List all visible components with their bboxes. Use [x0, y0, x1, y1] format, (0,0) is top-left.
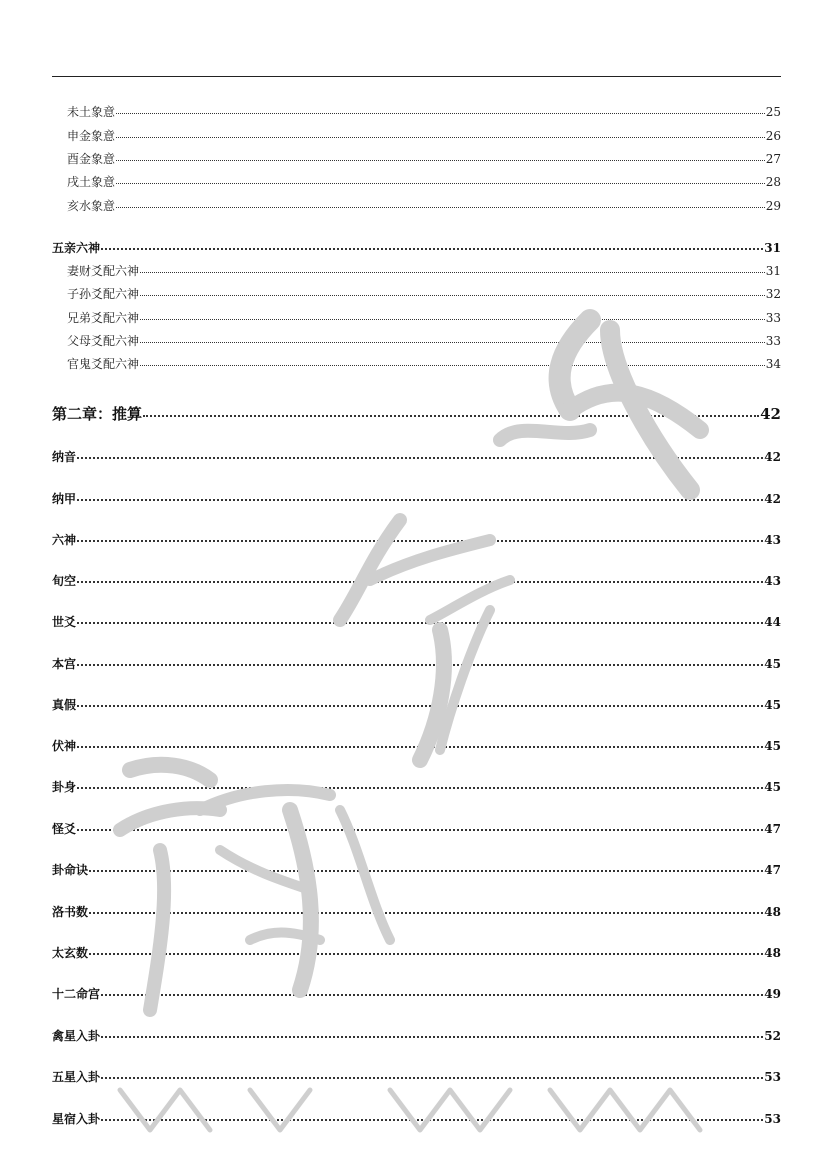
toc-entry-page-number: 53	[764, 1112, 781, 1126]
toc-entry-page-number: 45	[764, 698, 781, 712]
toc-entry-page-number: 31	[764, 241, 781, 255]
toc-entry-page-number: 42	[764, 492, 781, 506]
toc-entry[interactable]	[52, 103, 781, 120]
dot-leader	[77, 705, 763, 707]
dot-leader	[77, 664, 763, 666]
toc-entry-page-number: 43	[764, 574, 781, 588]
toc-entry-page-number: 47	[764, 863, 781, 877]
dot-leader	[116, 207, 765, 208]
toc-entry-page-number: 44	[764, 615, 781, 629]
dot-leader	[140, 319, 765, 320]
dot-leader	[89, 870, 763, 872]
toc-entry-title: 世爻	[52, 615, 77, 629]
toc-entry[interactable]	[52, 1110, 781, 1127]
toc-entry-title: 妻财爻配六神	[67, 264, 140, 278]
dot-leader	[116, 137, 765, 138]
toc-entry-title: 本宫	[52, 657, 77, 671]
toc-entry[interactable]	[52, 332, 781, 349]
toc-entry-title: 酉金象意	[67, 152, 116, 166]
dot-leader	[77, 787, 763, 789]
toc-entry-title: 星宿入卦	[52, 1112, 101, 1126]
toc-entry[interactable]	[52, 239, 781, 256]
toc-entry[interactable]	[52, 173, 781, 190]
toc-entry-page-number: 28	[765, 175, 781, 189]
toc-entry-page-number: 45	[764, 780, 781, 794]
toc-entry-page-number: 52	[764, 1029, 781, 1043]
dot-leader	[116, 160, 765, 161]
toc-entry-title: 五亲六神	[52, 241, 101, 255]
toc-entry[interactable]	[52, 1027, 781, 1044]
toc-entry[interactable]	[52, 309, 781, 326]
toc-entry[interactable]	[52, 262, 781, 279]
toc-entry[interactable]	[52, 403, 781, 424]
toc-entry[interactable]	[52, 197, 781, 214]
toc-entry-title: 父母爻配六神	[67, 334, 140, 348]
toc-entry-title: 戌土象意	[67, 175, 116, 189]
dot-leader	[77, 499, 763, 501]
toc-entry[interactable]	[52, 572, 781, 589]
toc-entry-page-number: 42	[764, 450, 781, 464]
dot-leader	[77, 829, 763, 831]
table-of-contents	[52, 0, 781, 1157]
dot-leader	[101, 1119, 763, 1121]
toc-entry-title: 六神	[52, 533, 77, 547]
toc-entry-page-number: 25	[765, 105, 781, 119]
toc-entry-title: 禽星入卦	[52, 1029, 101, 1043]
toc-entry-title: 十二命宫	[52, 987, 101, 1001]
dot-leader	[89, 953, 763, 955]
toc-entry-title: 第二章：推算	[52, 405, 143, 423]
toc-entry-page-number: 45	[764, 739, 781, 753]
toc-entry-title: 怪爻	[52, 822, 77, 836]
dot-leader	[101, 994, 763, 996]
toc-entry-page-number: 26	[765, 129, 781, 143]
dot-leader	[89, 912, 763, 914]
dot-leader	[140, 365, 765, 366]
toc-entry[interactable]	[52, 696, 781, 713]
toc-entry-page-number: 42	[760, 405, 781, 423]
toc-entry-page-number: 27	[765, 152, 781, 166]
toc-entry-title: 兄弟爻配六神	[67, 311, 140, 325]
dot-leader	[77, 622, 763, 624]
toc-entry[interactable]	[52, 820, 781, 837]
toc-entry-title: 申金象意	[67, 129, 116, 143]
dot-leader	[77, 581, 763, 583]
toc-entry-page-number: 33	[765, 334, 781, 348]
toc-entry[interactable]	[52, 127, 781, 144]
toc-entry-title: 卦命诀	[52, 863, 89, 877]
toc-entry-title: 真假	[52, 698, 77, 712]
toc-entry-page-number: 33	[765, 311, 781, 325]
toc-entry-title: 旬空	[52, 574, 77, 588]
toc-entry-page-number: 48	[764, 905, 781, 919]
toc-entry-title: 官鬼爻配六神	[67, 357, 140, 371]
toc-entry[interactable]	[52, 355, 781, 372]
toc-entry[interactable]	[52, 150, 781, 167]
toc-entry[interactable]	[52, 613, 781, 630]
toc-entry-title: 未土象意	[67, 105, 116, 119]
toc-entry-title: 纳甲	[52, 492, 77, 506]
dot-leader	[77, 746, 763, 748]
toc-entry-title: 五星入卦	[52, 1070, 101, 1084]
toc-entry[interactable]	[52, 861, 781, 878]
dot-leader	[101, 248, 763, 250]
toc-entry-title: 伏神	[52, 739, 77, 753]
dot-leader	[77, 540, 763, 542]
dot-leader	[101, 1077, 763, 1079]
toc-entry-page-number: 43	[764, 533, 781, 547]
toc-entry-title: 子孙爻配六神	[67, 287, 140, 301]
toc-entry-page-number: 53	[764, 1070, 781, 1084]
toc-entry-title: 纳音	[52, 450, 77, 464]
toc-entry-title: 洛书数	[52, 905, 89, 919]
toc-entry[interactable]	[52, 448, 781, 465]
dot-leader	[140, 295, 765, 296]
dot-leader	[116, 183, 765, 184]
toc-entry-title: 太玄数	[52, 946, 89, 960]
toc-entry-page-number: 48	[764, 946, 781, 960]
toc-entry[interactable]	[52, 1068, 781, 1085]
toc-entry-page-number: 31	[765, 264, 781, 278]
toc-entry-page-number: 32	[765, 287, 781, 301]
toc-entry-page-number: 34	[765, 357, 781, 371]
toc-entry-page-number: 49	[764, 987, 781, 1001]
dot-leader	[101, 1036, 763, 1038]
toc-entry-title: 卦身	[52, 780, 77, 794]
toc-entry-title: 亥水象意	[67, 199, 116, 213]
toc-entry[interactable]	[52, 531, 781, 548]
toc-entry[interactable]	[52, 490, 781, 507]
toc-entry[interactable]	[52, 985, 781, 1002]
toc-entry[interactable]	[52, 944, 781, 961]
toc-entry[interactable]	[52, 903, 781, 920]
dot-leader	[77, 457, 763, 459]
toc-entry[interactable]	[52, 655, 781, 672]
toc-entry[interactable]	[52, 778, 781, 795]
toc-entry[interactable]	[52, 737, 781, 754]
toc-entry-page-number: 47	[764, 822, 781, 836]
dot-leader	[140, 342, 765, 343]
toc-entry[interactable]	[52, 285, 781, 302]
toc-entry-page-number: 29	[765, 199, 781, 213]
dot-leader	[143, 415, 759, 417]
dot-leader	[116, 113, 765, 114]
dot-leader	[140, 272, 765, 273]
toc-entry-page-number: 45	[764, 657, 781, 671]
